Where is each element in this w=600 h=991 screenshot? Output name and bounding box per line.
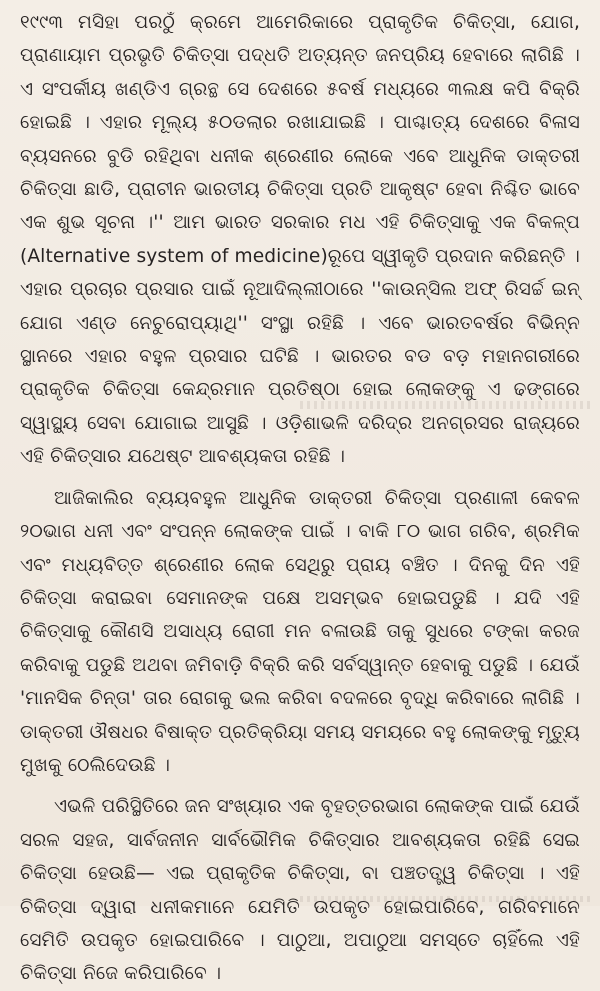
show-through-texture-bottom xyxy=(300,896,590,902)
paragraph-3: ଏଭଳି ପରିସ୍ଥିତିରେ ଜନ ସଂଖ୍ୟାର ଏକ ବୃହତ୍ତରଭାଗ ଲୋକଙ୍କ ପାଇଁ ଯେଉଁ ସରଳ ସହଜ, ସାର୍ବଜନୀନ ସାର୍ବଭୌମିକ ଚିକିତ୍ସାର ଆବଶ୍ୟକତା ରହିଛି ସେଇ ଚିକିତ୍ସା ହେଉଛି— ଏଇ ପ୍ରାକୃତିକ ଚିକିତ୍ସା, ବା ପଞ୍ଚତତ୍ତ୍ୱ ଚିକିତ୍ସା । ଏହି ଚିକିତ୍ସା ଦ୍ୱାରା ଧନୀକମାନେ ଯେମିତି ଉପକୃତ ହୋଇପାରିବେ, ଗରିବମାନେ ସେମିତି ଉପକୃତ ହୋଇପାରିବେ । ପାଠୁଆ, ଅପାଠୁଆ ସମସ୍ତେ ଚାହିଁଲେ ଏହି ଚିକିତ୍ସା ନିଜେ କରିପାରିବେ । xyxy=(20,796,580,985)
show-through-texture xyxy=(300,401,590,409)
paragraph-1: ୧୯୯୩ ମସିହା ପରଠୁଁ କ୍ରମେ ଆମେରିକାରେ ପ୍ରାକୃତିକ ଚିକିତ୍ସା, ଯୋଗ, ପ୍ରାଣାୟାମ ପ୍ରଭୃତି ଚିକିତ୍ସା ପଦ୍ଧତି ଅତ୍ୟନ୍ତ ଜନପ୍ରିୟ ହେବାରେ ଲାଗିଛି । ଏ ସଂପର୍କୀୟ ଖଣ୍ଡିଏ ଗ୍ରନ୍ଥ ସେ ଦେଶରେ ୫ବର୍ଷ ମଧ୍ୟରେ ୩ଲକ୍ଷ କପି ବିକ୍ରି ହୋଇଛି । ଏହାର ମୂଲ୍ୟ ୫୦ଡଲାର ରଖାଯାଇଛି । ପାଶ୍ଚାତ୍ୟ ଦେଶରେ ବିଳାସ ବ୍ୟସନରେ ବୁଡି ରହିଥିବା ଧନୀକ ଶ୍ରେଣୀର ଲୋକେ ଏବେ ଆଧୁନିକ ଡାକ୍ତରୀ ଚିକିତ୍ସା ଛାଡି, ପ୍ରାଚୀନ ଭାରତୀୟ ଚିକିତ୍ସା ପ୍ରତି ଆକୃଷ୍ଟ ହେବା ନିଶ୍ଚିତ ଭାବେ ଏକ ଶୁଭ ସୂଚନା ।'' ଆମ ଭାରତ ସରକାର ମଧ ଏହି ଚିକିତ୍ସାକୁ ଏକ ବିକଳ୍ପ (Alternative system of medicine)ରୂପେ ସ୍ୱୀକୃତି ପ୍ରଦାନ କରିଛନ୍ତି । ଏହାର ପ୍ରଚାର ପ୍ରସାର ପାଇଁ ନୂଆଦିଲ୍ଲୀଠାରେ ''କାଉନ୍‌ସିଲ ଅଫ୍ ରିସର୍ଚ୍ଚ ଇନ୍ ଯୋଗ ଏଣ୍ଡ ନେଚୁରୋପ୍ୟାଥି'' ସଂସ୍ଥା ରହିଛି । ଏବେ ଭାରତବର୍ଷର ବିଭିନ୍ନ ସ୍ଥାନରେ ଏହାର ବହୁଳ ପ୍ରସାର ଘଟିଛି । ଭାରତର ବଡ ବଡ଼ ମହାନଗରୀରେ ପ୍ରାକୃତିକ ଚିକିତ୍ସା କେନ୍ଦ୍ରମାନ ପ୍ରତିଷ୍ଠା ହୋଇ ଲୋକଙ୍କୁ ଏ ଢଙ୍ଗରେ ସ୍ୱାସ୍ଥ୍ୟ ସେବା ଯୋଗାଇ ଆସୁଛି । ଓଡ଼ିଶାଭଳି ଦରିଦ୍ର ଅନଗ୍ରସର ରାଜ୍ୟରେ ଏହି ଚିକିତ୍ସାର ଯଥେଷ୍ଟ ଆବଶ୍ୟକତା ରହିଛି । xyxy=(20,12,580,468)
paragraph-2: ଆଜିକାଲିର ବ୍ୟୟବହୁଳ ଆଧୁନିକ ଡାକ୍ତରୀ ଚିକିତ୍ସା ପ୍ରଣାଳୀ କେବଳ ୨୦ଭାଗ ଧନୀ ଏବଂ ସଂପନ୍ନ ଲୋକଙ୍କ ପାଇଁ । ବାକି ୮୦ ଭାଗ ଗରିବ, ଶ୍ରମିକ ଏବଂ ମଧ୍ୟବିତ୍ତ ଶ୍ରେଣୀର ଲୋକ ସେଥିରୁ ପ୍ରାୟ ବଞ୍ଚିତ । ଦିନକୁ ଦିନ ଏହି ଚିକିତ୍ସା କରାଇବା ସେମାନଙ୍କ ପକ୍ଷେ ଅସମ୍ଭବ ହୋଇପଡୁଛି । ଯଦି ଏହି ଚିକିତ୍ସାକୁ କୌଣସି ଅସାଧ୍ୟ ରୋଗୀ ମନ ବଳାଉଛି ତାକୁ ସୁଧରେ ଟଙ୍କା କରଜ କରିବାକୁ ପଡୁଛି ଅଥବା ଜମିବାଡ଼ି ବିକ୍ରି କରି ସର୍ବସ୍ୱାନ୍ତ ହେବାକୁ ପଡୁଛି । ଯେଉଁ 'ମାନସିକ ଚିନ୍ତା' ତାର ରୋଗକୁ ଭଲ କରିବା ବଦଳରେ ବୃଦ୍ଧି କରିବାରେ ଲାଗିଛି । ଡାକ୍ତରୀ ଔଷଧର ବିଷାକ୍ତ ପ୍ରତିକ୍ରିୟା ସମୟ ସମୟରେ ବହୁ ଲୋକଙ୍କୁ ମୃତ୍ୟୁ ମୁଖକୁ ଠେଲିଦେଉଛି । xyxy=(20,487,580,776)
